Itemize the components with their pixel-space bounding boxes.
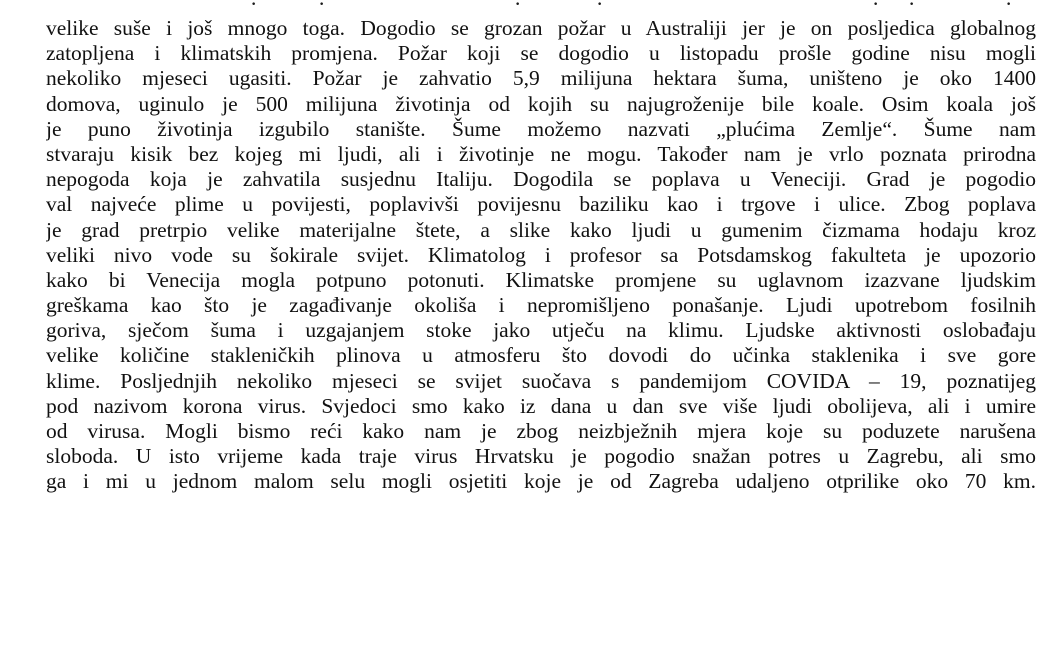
cropped-glyph: · (1005, 0, 1013, 16)
text-line: goriva, sječom šuma i uzgajanjem stoke jako utječu na klimu. Ljudske aktivnosti oslobađaju (46, 318, 1036, 343)
body-paragraph (46, 16, 1036, 495)
text-line: veliki nivo vode su šokirale svijet. Klimatolog i profesor sa Potsdamskog fakulteta je upozorio (46, 242, 1036, 267)
text-line: ga i mi u jednom malom selu mogli osjetiti koje je od Zagreba udaljeno otprilike oko 70 km. (46, 469, 1036, 494)
cropped-glyph: · (908, 0, 916, 16)
text-line: domova, uginulo je 500 milijuna životinja od kojih su najugroženije bile koale. Osim koala još (46, 91, 1036, 116)
text-line: stvaraju kisik bez kojeg mi ljudi, ali i životinje ne mogu. Također nam je vrlo poznata prirodna (46, 141, 1036, 166)
cropped-glyph: · (514, 0, 522, 16)
text-line: je grad pretrpio velike materijalne štete, a slike kako ljudi u gumenim čizmama hodaju kroz (46, 217, 1036, 242)
text-line: nepogoda koja je zahvatila susjednu Italiju. Dogodila se poplava u Veneciji. Grad je pogodio (46, 167, 1036, 192)
text-line: je puno životinja izgubilo stanište. Šume možemo nazvati „plućima Zemlje“. Šume nam (46, 116, 1036, 141)
cropped-glyph: · (318, 0, 326, 16)
text-line: greškama kao što je zagađivanje okoliša i nepromišljeno ponašanje. Ljudi upotrebom fosilnih (46, 293, 1036, 318)
text-line: velike suše i još mnogo toga. Dogodio se grozan požar u Australiji jer je on posljedica globalnog (46, 16, 1036, 40)
text-line: velike količine stakleničkih plinova u atmosferu što dovodi do učinka staklenika i sve gore (46, 343, 1036, 368)
cropped-glyph: · (872, 0, 880, 16)
text-line: od virusa. Mogli bismo reći kako nam je zbog neizbježnih mjera koje su poduzete narušena (46, 419, 1036, 443)
text-line: zatopljena i klimatskih promjena. Požar koji se dogodio u listopadu prošle godine nisu mogli (46, 41, 1036, 66)
cropped-glyph: · (250, 0, 258, 16)
text-line: nekoliko mjeseci ugasiti. Požar je zahvatio 5,9 milijuna hektara šuma, uništeno je oko 1400 (46, 66, 1036, 91)
text-line: kako bi Venecija mogla potpuno potonuti. Klimatske promjene su uglavnom izazvane ljudskim (46, 267, 1036, 292)
text-line: val najveće plime u povijesti, poplavivši povijesnu baziliku kao i trgove i ulice. Zbog poplava (46, 192, 1036, 217)
text-line: pod nazivom korona virus. Svjedoci smo kako iz dana u dan sve više ljudi obolijeva, ali i umire (46, 393, 1036, 418)
cropped-glyph: · (596, 0, 604, 16)
text-line: klime. Posljednjih nekoliko mjeseci se svijet suočava s pandemijom COVIDA – 19, poznatijeg (46, 368, 1036, 393)
text-line: sloboda. U isto vrijeme kada traje virus Hrvatsku je pogodio snažan potres u Zagrebu, ali smo (46, 444, 1036, 469)
